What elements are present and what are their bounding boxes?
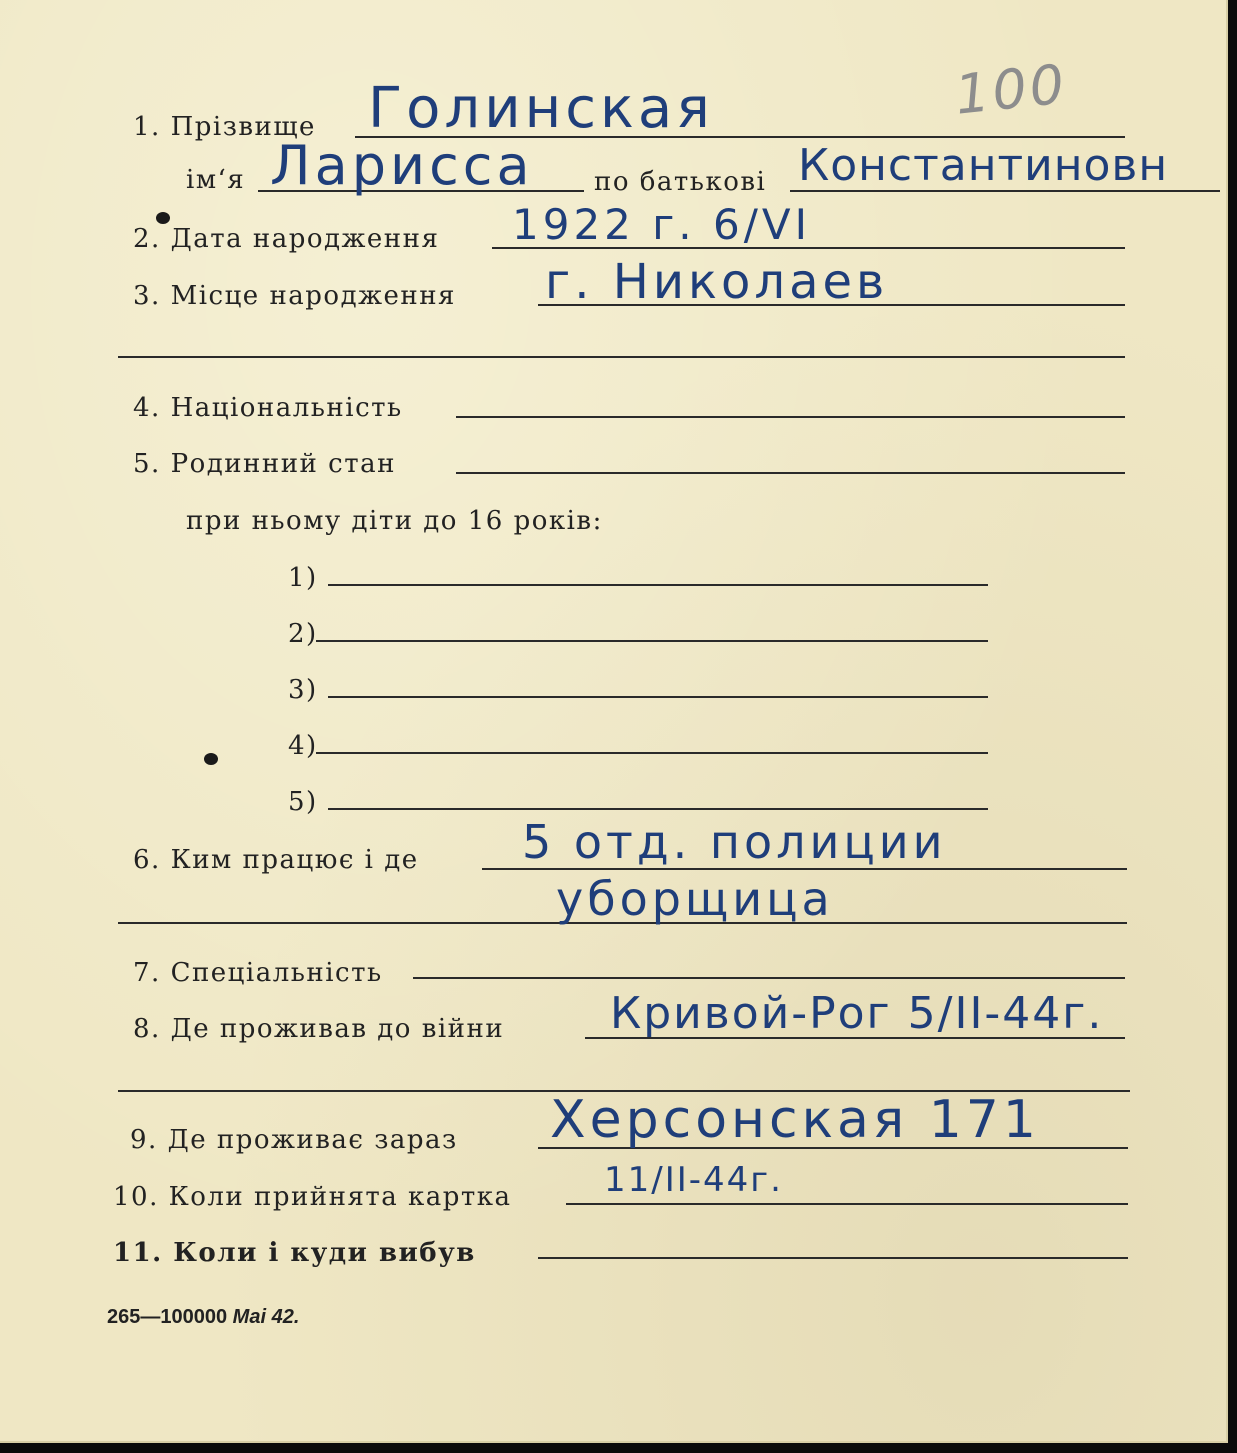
label-birth-date: 2. Дата народження [133,224,440,254]
field-line [456,472,1125,474]
label-card-accepted: 10. Коли прийнята картка [113,1182,512,1212]
label-nationality: 4. Національність [133,393,403,423]
label-marital-status: 5. Родинний стан [133,449,396,479]
label-surname: 1. Прізвище [133,112,316,142]
field-line [566,1203,1128,1205]
label-birth-place: 3. Місце народження [133,281,456,311]
child-number: 3) [288,675,318,705]
child-number: 2) [288,619,318,649]
field-line [316,640,988,642]
print-code-number: 265—100000 [107,1306,228,1328]
punch-hole [204,753,218,765]
field-line [538,1257,1128,1259]
value-occupation-line2: уборщица [556,872,834,926]
label-pre-war-residence: 8. Де проживав до війни [133,1014,505,1044]
pencil-number: 100 [952,52,1071,127]
field-line [328,808,988,810]
field-line [456,416,1125,418]
value-occupation-line1: 5 отд. полиции [522,815,947,869]
field-line [316,752,988,754]
child-number: 5) [288,787,318,817]
label-current-residence: 9. Де проживає зараз [130,1125,458,1155]
value-birth-date: 1922 г. 6/VI [512,200,811,249]
value-current-residence: Херсонская 171 [550,1090,1040,1150]
field-line [118,356,1125,358]
print-date: Mai 42. [232,1306,300,1328]
value-pre-war-residence: Кривой-Рог 5/II-44г. [610,988,1104,1039]
punch-hole [156,212,170,224]
child-number: 4) [288,731,318,761]
value-birth-place: г. Николаев [545,254,889,310]
value-surname: Голинская [368,76,714,141]
print-code [107,1306,299,1329]
value-first-name: Ларисса [270,134,534,197]
field-line [328,696,988,698]
label-children: при ньому діти до 16 років: [186,506,603,536]
value-patronymic: Константиновн [798,140,1169,191]
value-card-accepted: 11/II-44г. [604,1160,783,1200]
label-first-name: ім‘я [186,165,246,195]
child-number: 1) [288,563,318,593]
label-occupation: 6. Ким працює і де [133,845,419,875]
label-patronymic: по батькові [594,167,767,197]
label-departure: 11. Коли і куди вибув [113,1238,476,1268]
field-line [413,977,1125,979]
label-specialty: 7. Спеціальність [133,958,383,988]
field-line [328,584,988,586]
